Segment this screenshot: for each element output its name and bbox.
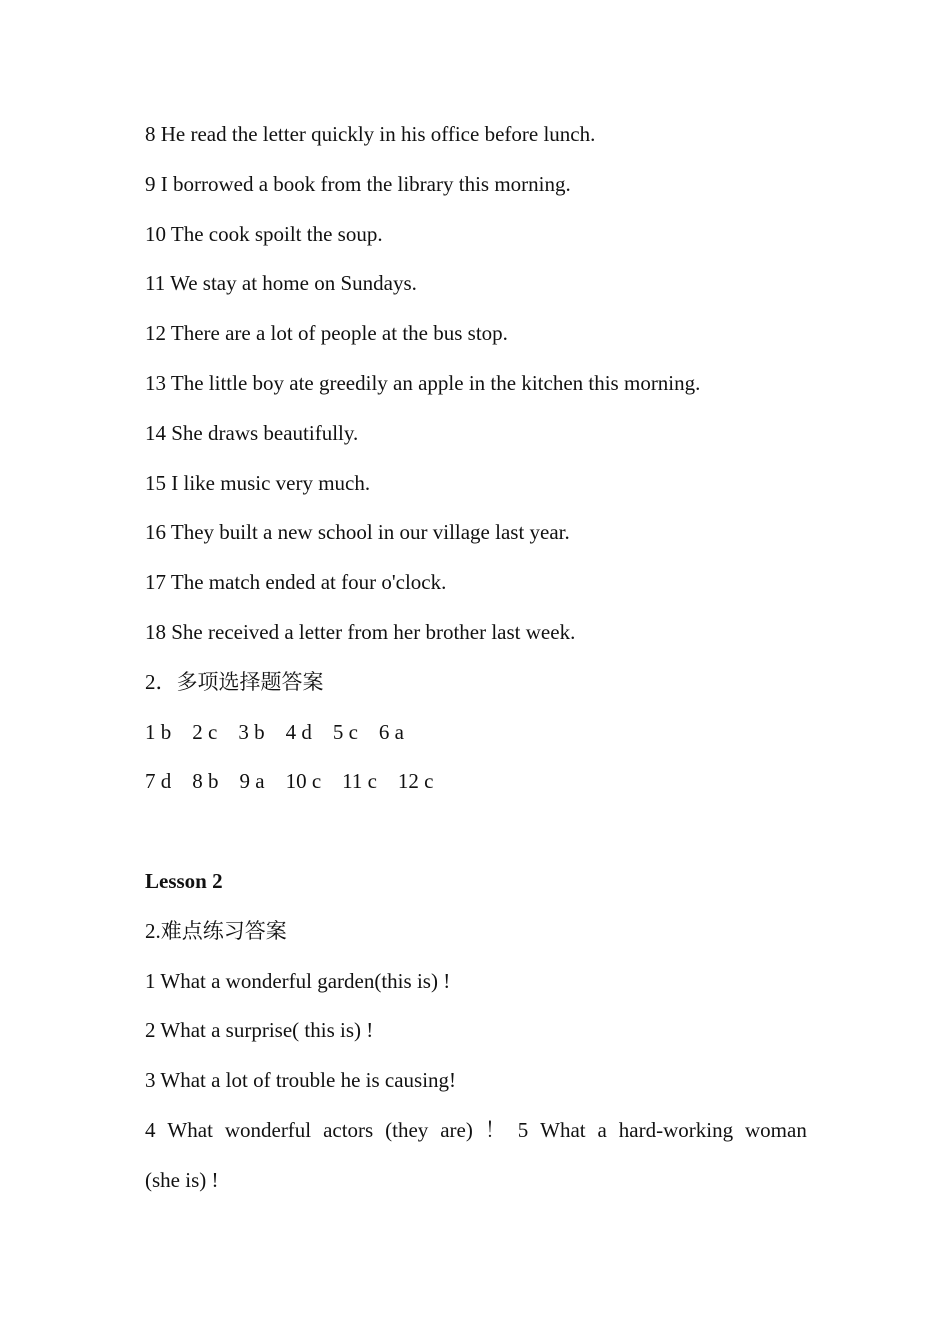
word: hard-working (618, 1117, 734, 1142)
word: ！ (484, 1117, 506, 1142)
document-page (145, 110, 807, 1206)
answer-line-9: 9 I borrowed a book from the library this morning. (145, 171, 571, 196)
difficulty-exercise-heading: 2.难点练习答案 (145, 918, 287, 943)
exclamation-answer-2: 2 What a surprise( this is) ! (145, 1018, 374, 1043)
answer-line-8: 8 He read the letter quickly in his office before lunch. (145, 122, 596, 146)
answer-line-10: 10 The cook spoilt the soup. (145, 221, 383, 246)
exclamation-answer-4-5 (145, 1106, 807, 1156)
exclamation-answer-3: 3 What a lot of trouble he is causing! (145, 1068, 457, 1093)
multiple-choice-row-1: 1 b 2 c 3 b 4 d 5 c 6 a (145, 719, 404, 744)
answer-line-14: 14 She draws beautifully. (145, 420, 359, 445)
answer-line-13: 13 The little boy ate greedily an apple in the kitchen this morning. (145, 370, 701, 395)
word: woman (745, 1117, 807, 1142)
word: are) (440, 1117, 473, 1142)
word: a (597, 1117, 607, 1142)
exclamation-answer-5-continuation: (she is) ! (145, 1167, 219, 1192)
multiple-choice-heading: 2．多项选择题答案 (145, 669, 324, 694)
answer-line-12: 12 There are a lot of people at the bus stop. (145, 321, 508, 346)
answer-line-17: 17 The match ended at four o'clock. (145, 570, 447, 595)
word: What (540, 1117, 586, 1142)
word: 5 (517, 1117, 529, 1142)
blank-line (145, 807, 807, 857)
answer-line-16: 16 They built a new school in our village last year. (145, 520, 570, 545)
word: actors (323, 1117, 374, 1142)
lesson-2-title: Lesson 2 (145, 868, 223, 893)
answer-line-15: 15 I like music very much. (145, 470, 371, 495)
word: wonderful (224, 1117, 312, 1142)
multiple-choice-row-2: 7 d 8 b 9 a 10 c 11 c 12 c (145, 769, 434, 794)
answer-line-18: 18 She received a letter from her brother last week. (145, 619, 576, 644)
answer-line-11: 11 We stay at home on Sundays. (145, 271, 417, 296)
word: (they (385, 1117, 429, 1142)
exclamation-answer-1: 1 What a wonderful garden(this is) ! (145, 968, 451, 993)
word: What (167, 1117, 213, 1142)
word: 4 (145, 1117, 156, 1142)
